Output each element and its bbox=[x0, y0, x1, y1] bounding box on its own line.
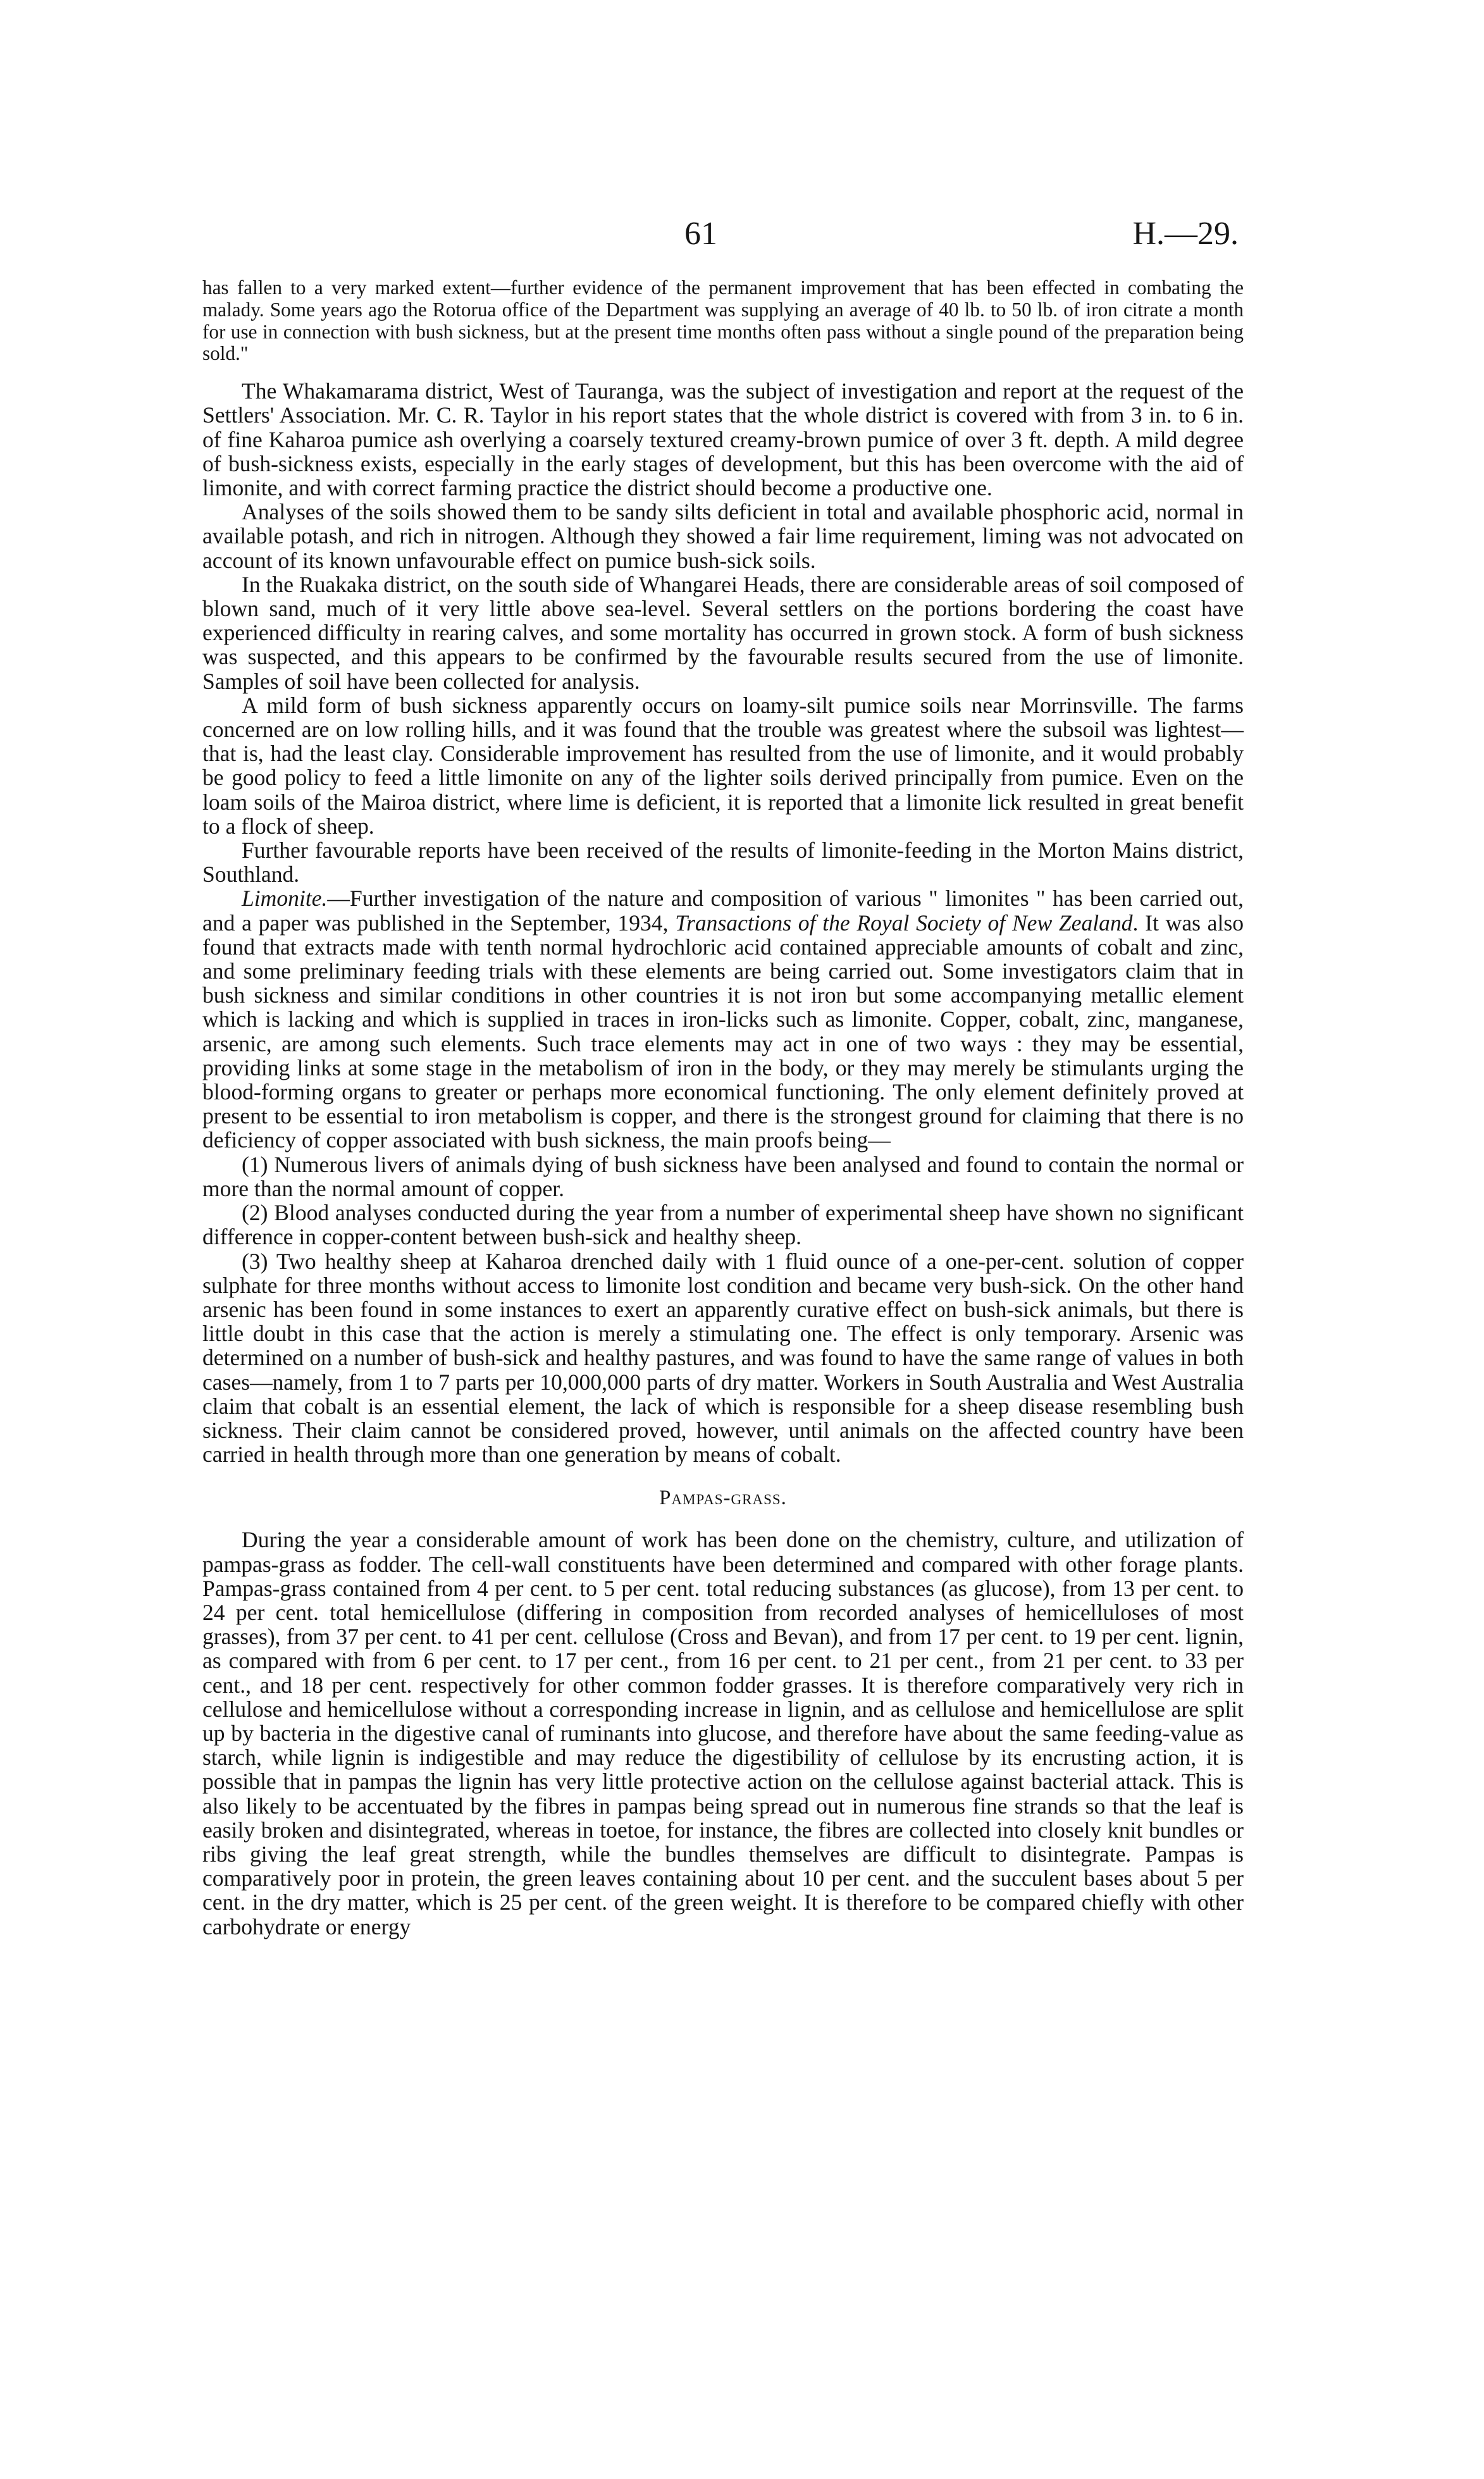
proof-item-3: (3) Two healthy sheep at Kaharoa drenched daily with 1 fluid ounce of a one-per-cent. solution of copper sulphate for three months without access to limonite lost condition and became very bush-sick. On the other hand arsenic has been found in some instances to exert an apparently curative effect on bush-sick animals, but there is little doubt in this case that the action is merely a stimulating one. The effect is only temporary. Arsenic was determined on a number of bush-sick and healthy pastures, and was found to have the same range of values in both cases—namely, from 1 to 7 parts per 10,000,000 parts of dry matter. Workers in South Australia and West Australia claim that cobalt is an essential element, the lack of which is responsible for a sheep disease resembling bush sickness. Their claim cannot be considered proved, however, until animals on the affected country have been carried in health through more than one generation by means of cobalt. bbox=[202, 1248, 1244, 1468]
proof-item-1: (1) Numerous livers of animals dying of bush sickness have been analysed and found to contain the normal or more than the normal amount of copper. bbox=[202, 1151, 1244, 1201]
paragraph-limonite bbox=[202, 886, 1244, 1152]
section-heading-pampas: Pampas-grass. bbox=[659, 1487, 787, 1510]
limonite-text-1: —Further investigation of the nature and composition of various " limonites " has been carried out, and a paper was published in the September, 1934, bbox=[202, 886, 1244, 936]
paragraph-morrinsville: A mild form of bush sickness apparently occurs on loamy-silt pumice soils near Morrinsville. The farms concerned are on low rolling hills, and it was found that the trouble was greatest where the subsoil was lightest—that is, had the least clay. Considerable improvement has resulted from the use of limonite, and it would probably be good policy to feed a little limonite on any of the lighter soils derived principally from pumice. Even on the loam soils of the Mairoa district, where lime is deficient, it is reported that a limonite lick resulted in great benefit to a flock of sheep. bbox=[202, 692, 1244, 839]
paragraph-ruakaka: In the Ruakaka district, on the south side of Whangarei Heads, there are considerable areas of soil composed of blown sand, much of it very little above sea-level. Several settlers on the portions bordering the coast have experienced difficulty in rearing calves, and some mortality has occurred in grown stock. A form of bush sickness was suspected, and this appears to be confirmed by the favourable results secured from the use of limonite. Samples of soil have been collected for analysis. bbox=[202, 571, 1244, 694]
paragraph-pampas: During the year a considerable amount of work has been done on the chemistry, culture, and utilization of pampas-grass as fodder. The cell-wall constituents have been determined and compared with other forage plants. Pampas-grass contained from 4 per cent. to 5 per cent. total reducing substances (as glucose), from 13 per cent. to 24 per cent. total hemicellulose (differing in composition from recorded analyses of hemicelluloses of most grasses), from 37 per cent. to 41 per cent. cellulose (Cross and Bevan), and from 17 per cent. to 19 per cent. lignin, as compared with from 6 per cent. to 17 per cent., from 16 per cent. to 21 per cent., from 21 per cent. to 33 per cent., and 18 per cent. respectively for other common fodder grasses. It is therefore comparatively very rich in cellulose and hemicellulose without a corresponding increase in lignin, and as cellulose and hemicellulose are split up by bacteria in the digestive canal of ruminants into glucose, and therefore have about the same feeding-value as starch, while lignin is indigestible and may reduce the digestibility of cellulose by its encrusting action, it is possible that in pampas the lignin has very little protective action on the cellulose against bacterial attack. This is also likely to be accentuated by the fibres in pampas being spread out in numerous fine strands so that the leaf is easily broken and disintegrated, whereas in toetoe, for instance, the fibres are collected into closely knit bundles or ribs giving the leaf great strength, while the bundles themselves are difficult to disintegrate. Pampas is comparatively poor in protein, the green leaves containing about 10 per cent. and the succulent bases about 5 per cent. in the dry matter, which is 25 per cent. of the green weight. It is therefore to be compared chiefly with other carbohydrate or energy bbox=[202, 1527, 1244, 1939]
limonite-label: Limonite. bbox=[242, 886, 328, 912]
document-reference: H.—29. bbox=[1132, 216, 1239, 252]
paragraph-whakamarama: The Whakamarama district, West of Tauranga, was the subject of investigation and report at the request of the Settlers' Association. Mr. C. R. Taylor in his report states that the whole district is covered with from 3 in. to 6 in. of fine Kaharoa pumice ash overlying a coarsely textured creamy-brown pumice of over 3 ft. depth. A mild degree of bush-sickness exists, especially in the early stages of development, but this has been overcome with the aid of limonite, and with correct farming practice the district should become a productive one. bbox=[202, 378, 1244, 500]
quote-continuation: has fallen to a very marked extent—further evidence of the permanent improvement that has been effected in combating the malady. Some years ago the Rotorua office of the Department was supplying an average of 40 lb. to 50 lb. of iron citrate a month for use in connection with bush sickness, but at the present time months often pass without a single pound of the preparation being sold." bbox=[202, 276, 1244, 365]
paragraph-morton-mains: Further favourable reports have been received of the results of limonite-feeding in the Morton Mains district, Southland. bbox=[202, 838, 1244, 887]
page-number: 61 bbox=[684, 216, 717, 252]
limonite-text-2: . It was also found that extracts made with tenth normal hydrochloric acid contained appreciable amounts of cobalt and zinc, and some preliminary feeding trials with these elements are being carried out. Some investigators claim that in bush sickness and similar conditions in other countries it is not iron but some accompanying metallic element which is lacking and which is supplied in traces in iron-licks such as limonite. Copper, cobalt, zinc, manganese, arsenic, are among such elements. Such trace elements may act in one of two ways : they may be essential, providing links at some stage in the metabolism of iron in the body, or they may merely be stimulants urging the blood-forming organs to greater or perhaps more economical functioning. The only element definitely proved at present to be essential to iron metabolism is copper, and there is the strongest ground for claiming that there is no deficiency of copper associated with bush sickness, the main proofs being— bbox=[202, 910, 1244, 1153]
paragraph-soil-analyses: Analyses of the soils showed them to be sandy silts deficient in total and available phosphoric acid, normal in available potash, and rich in nitrogen. Although they showed a fair lime requirement, liming was not advocated on account of its known unfavourable effect on pumice bush-sick soils. bbox=[202, 499, 1244, 573]
page-header bbox=[0, 215, 1484, 259]
body-text bbox=[202, 277, 1244, 1939]
proof-item-2: (2) Blood analyses conducted during the year from a number of experimental sheep have shown no significant difference in copper-content between bush-sick and healthy sheep. bbox=[202, 1200, 1244, 1250]
journal-title: Transactions of the Royal Society of New Zealand bbox=[675, 910, 1133, 936]
